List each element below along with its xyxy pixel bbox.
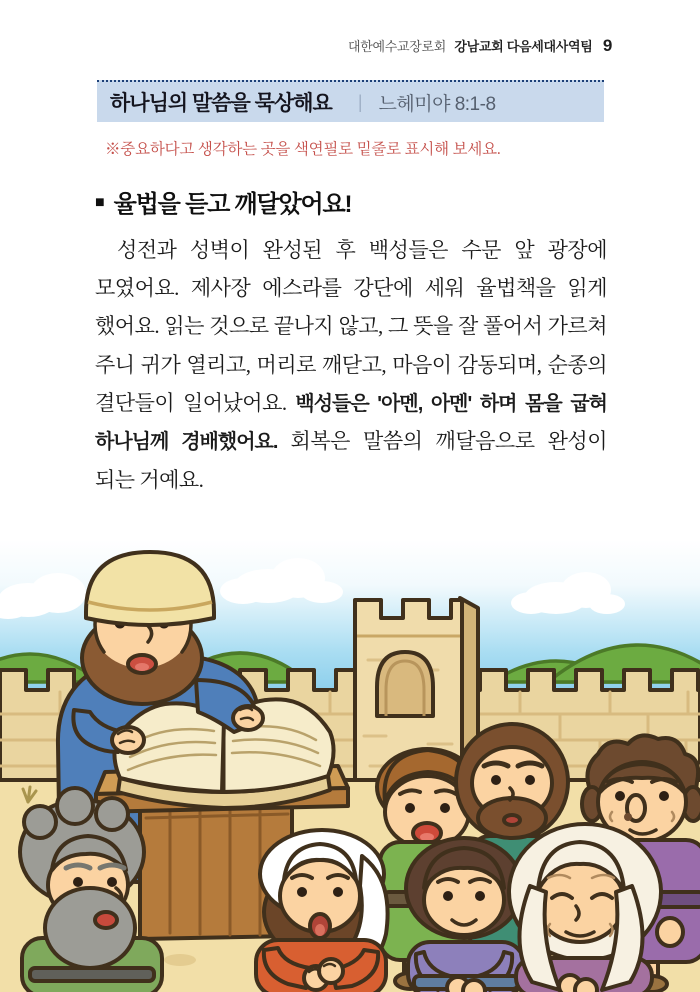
curly-man-hand	[657, 918, 683, 946]
square-bullet-icon: ■	[95, 193, 105, 211]
old-woman-figure	[509, 824, 661, 992]
illustration	[0, 540, 700, 992]
section-title: 하나님의 말씀을 묵상해요	[110, 92, 332, 115]
lesson-heading	[95, 184, 351, 219]
section-title-bar	[97, 80, 604, 122]
paragraph-segment: 회복은 말씀의 깨달음으로 완성이 되는 거예요.	[95, 429, 607, 492]
page-number: 9	[602, 36, 612, 55]
girl-figure	[406, 838, 524, 992]
lesson-paragraph	[95, 231, 607, 499]
header-team: 강남교회 다음세대사역팀	[454, 39, 593, 54]
priest-cap	[86, 552, 214, 625]
scripture-reference: 느헤미야 8:1-8	[378, 93, 496, 115]
woman-figure	[256, 830, 388, 992]
title-divider: |	[357, 91, 363, 112]
page-header	[348, 36, 612, 56]
underline-instruction-note: ※중요하다고 생각하는 곳을 색연필로 밑줄로 표시해 보세요.	[105, 141, 501, 158]
paragraph-segment: 성전과 성벽이 완성된 후 백성들은 수문 앞 광장에 모였어요. 제사장 에스라를 강단에 세워 율법책을 읽게 했어요. 읽는 것으로 끝나지 않고, 그 뜻을 잘 풀어서 가르쳐 주니 귀가 열리고, 머리로 깨닫고, 마음이 감동되며, 순종의 결단들이 일어났어요.	[95, 238, 607, 415]
header-org: 대한예수교장로회	[347, 39, 447, 54]
lesson-heading-text: 율법을 듣고 깨달았어요!	[113, 191, 352, 218]
paragraph-bold-segment: 백성들은 '아멘, 아멘' 하며 몸을 굽혀 하나님께 경배했어요.	[95, 392, 607, 454]
